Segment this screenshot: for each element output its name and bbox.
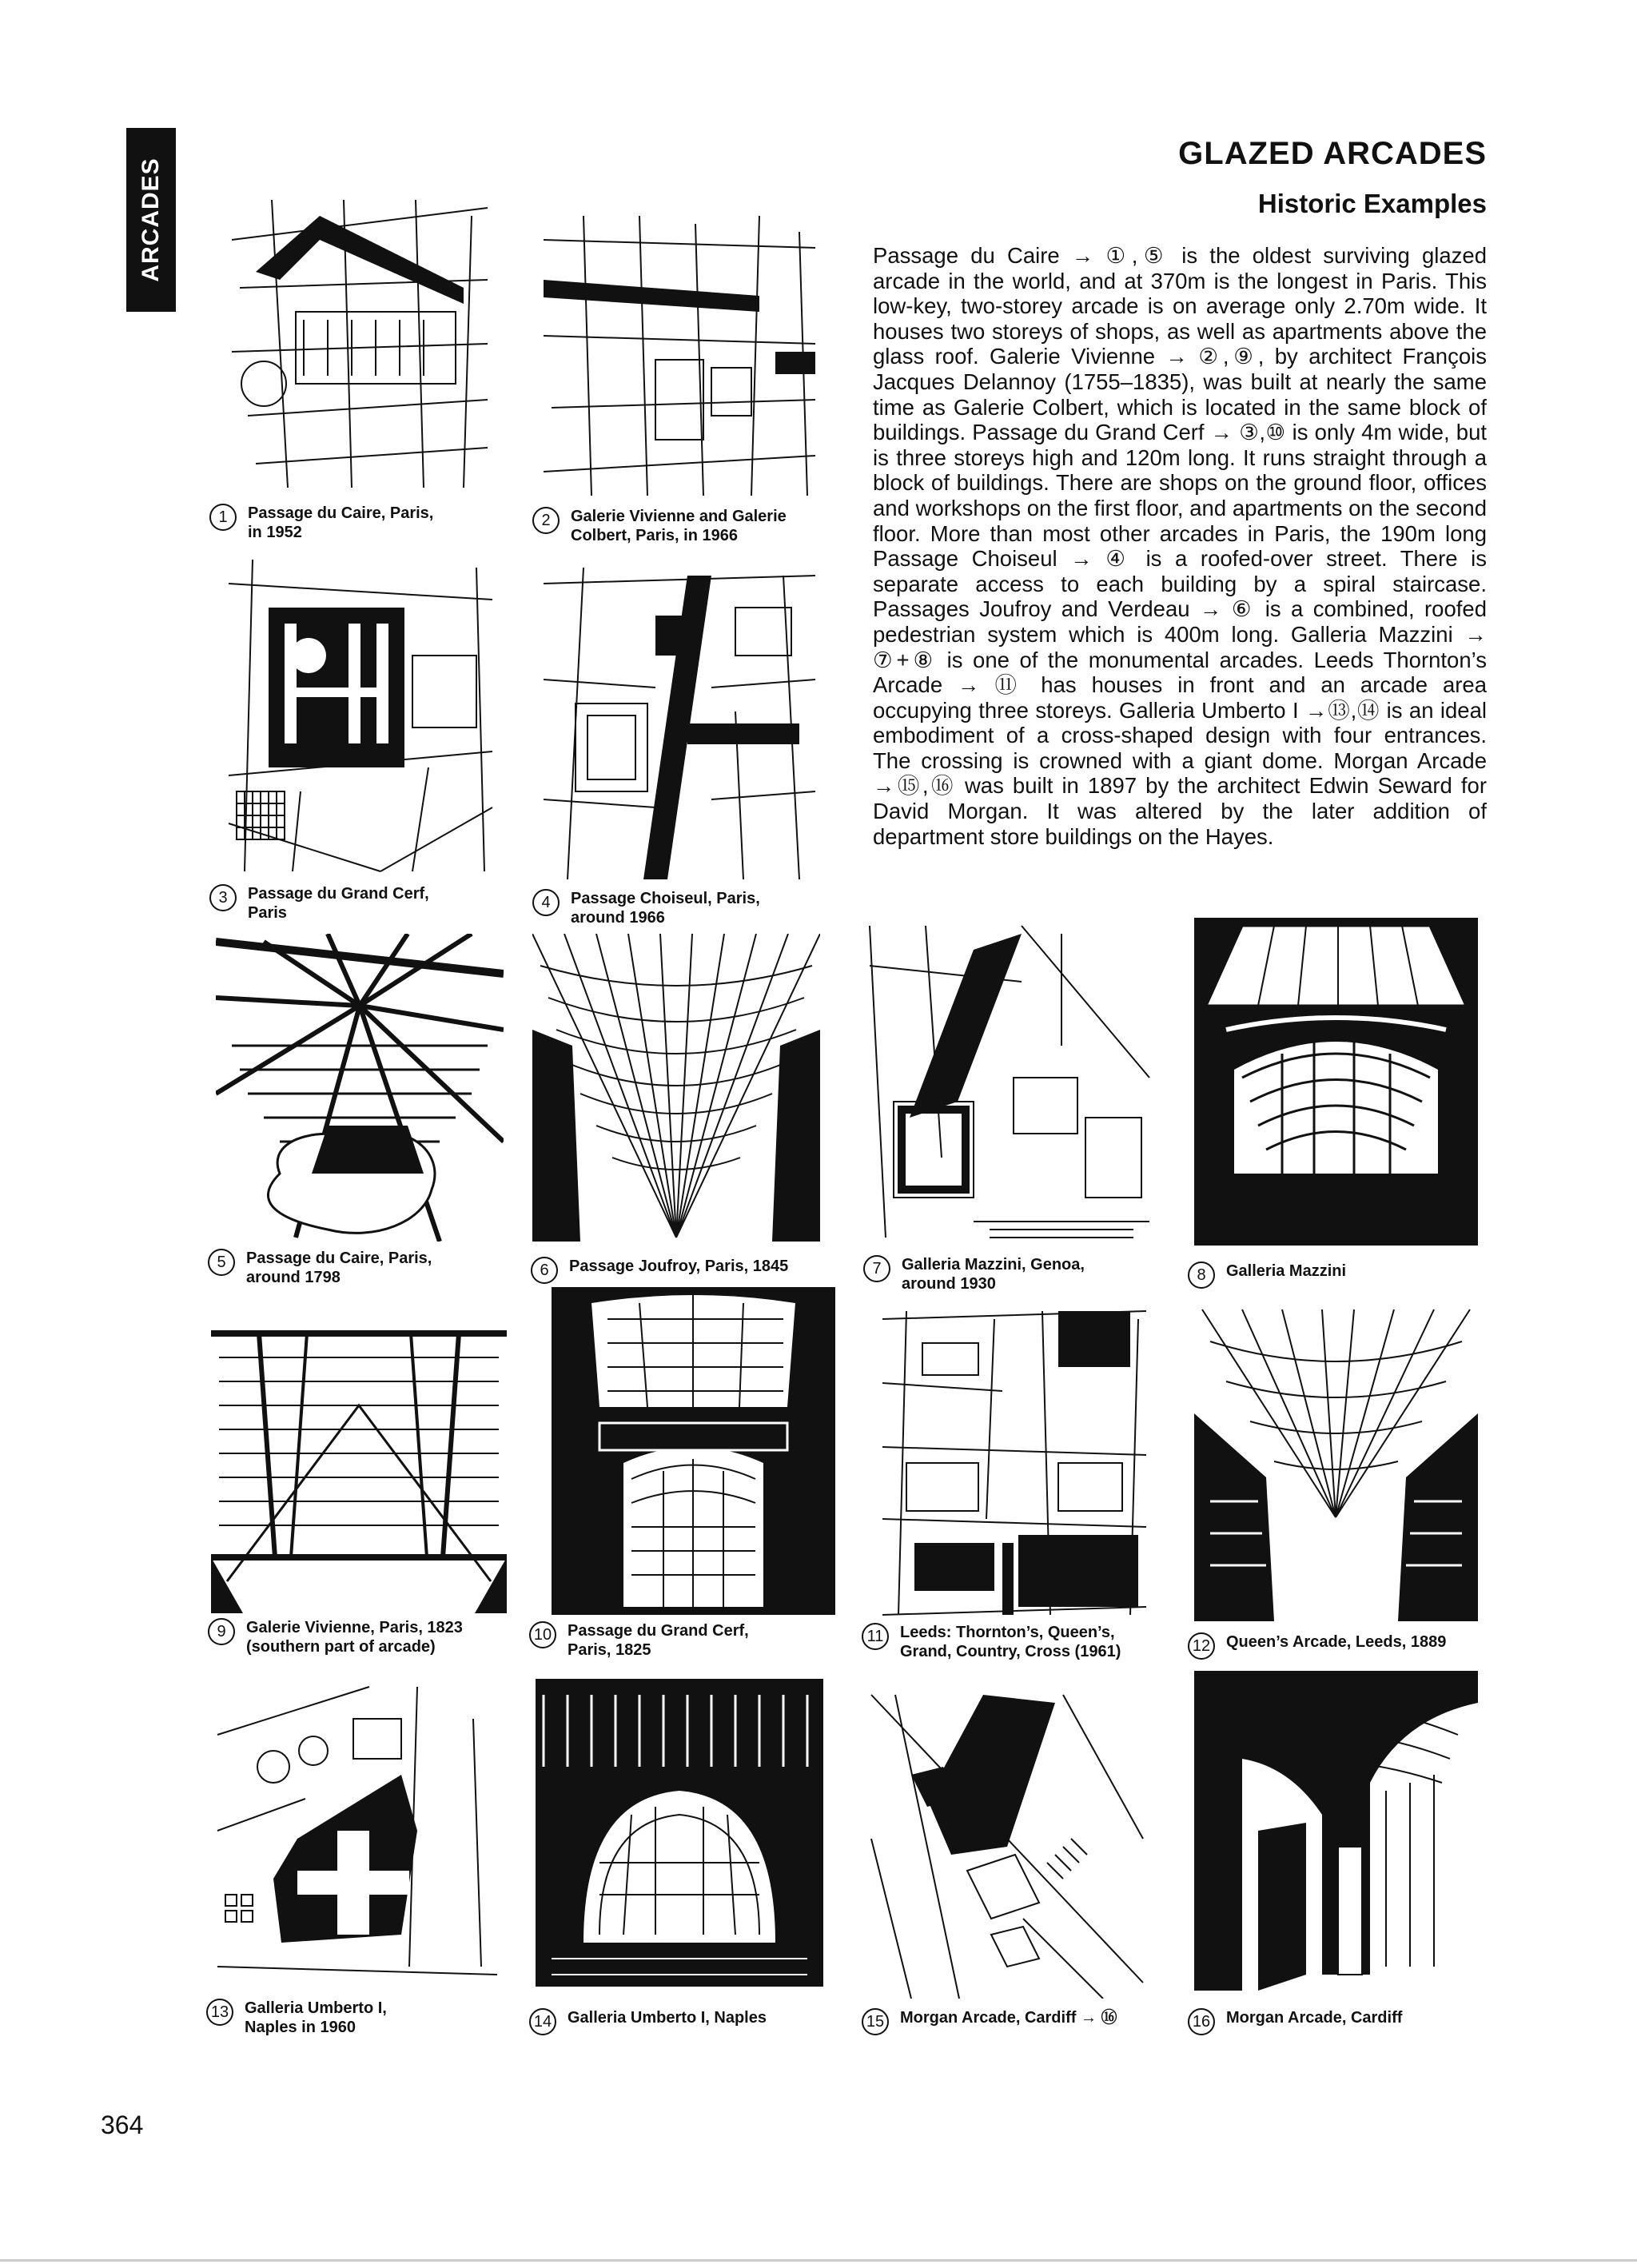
figure-number: 5 [208, 1249, 235, 1276]
caption-text: Galleria Umberto I, Naples [568, 2009, 767, 2027]
caption-text: Queen’s Arcade, Leeds, 1889 [1226, 1633, 1447, 1651]
figure-1-caption [209, 504, 433, 542]
figure-3-caption [209, 884, 429, 923]
figure-6-arcade-interior [532, 934, 820, 1242]
figure-11-site-plan [874, 1303, 1154, 1619]
figure-4-site-plan [536, 560, 823, 883]
caption-text: Passage Joufroy, Paris, 1845 [569, 1258, 789, 1275]
figure-9-roof-view [211, 1317, 507, 1613]
figure-11-caption [862, 1623, 1121, 1661]
figure-number: 1 [209, 504, 237, 531]
figure-12-caption [1188, 1632, 1446, 1660]
figure-9-caption [208, 1618, 463, 1656]
figure-number: 16 [1188, 2008, 1215, 2035]
figure-4-caption [532, 889, 760, 927]
figure-8-dome-view [1194, 918, 1478, 1246]
caption-text: Passage du Grand Cerf, Paris [248, 885, 429, 922]
figure-14-caption [529, 2008, 767, 2035]
section-tab-label: ARCADES [137, 157, 164, 282]
figure-13-caption [206, 1999, 387, 2037]
page-title: GLAZED ARCADES [1178, 136, 1487, 171]
caption-text: Passage du Caire, Paris, around 1798 [246, 1250, 432, 1286]
page-subtitle: Historic Examples [1257, 189, 1487, 218]
caption-text: Passage Choiseul, Paris, around 1966 [571, 890, 760, 927]
caption-text: Galleria Mazzini, Genoa, around 1930 [902, 1256, 1085, 1293]
figure-5-roof-view [216, 934, 504, 1242]
figure-12-arcade-interior [1194, 1293, 1478, 1621]
section-tab [126, 128, 176, 312]
figure-10-caption [529, 1621, 749, 1660]
caption-text: Leeds: Thornton’s, Queen’s, Grand, Country, Cross (1961) [900, 1624, 1121, 1660]
figure-number: 10 [529, 1621, 556, 1648]
caption-text: Galerie Vivienne, Paris, 1823 (southern part of arcade) [246, 1619, 463, 1656]
figure-14-arcade-interior [536, 1679, 823, 1987]
figure-number: 2 [532, 507, 560, 534]
caption-text: Morgan Arcade, Cardiff [1226, 2009, 1403, 2027]
body-text: Passage du Caire → ①,⑤ is the oldest surviving glazed arcade in the world, and at 370m is the longest in Paris. This low-key, two-storey arcade is on average only 2.70m wide. It houses two storeys of shops, as well as apartments above the glass roof. Galerie Vivienne → ②,⑨, by architect François Jacques Delannoy (1755–1835), was built at nearly the same time as Galerie Colbert, which is located in the same block of buildings. Passage du Grand Cerf → ③,⑩ is only 4m wide, but is three storeys high and 120m long. It runs straight through a block of buildings. There are shops on the ground floor, offices and workshops on the first floor, and apartments on the second floor. More than most other arcades in Paris, the 190m long Passage Choiseul → ④ is a roofed-over street. There is separate access to each building by a spiral staircase. Passages Joufroy and Verdeau → ⑥ is a combined, roofed pedestrian system which is 400m long. Galleria Mazzini → ⑦+⑧ is one of the monumental arcades. Leeds Thornton’s Arcade → ⑪ has houses in front and an arcade area occupying three storeys. Galleria Umberto I →⑬,⑭ is an ideal embodiment of a cross-shaped design with four entrances. The crossing is crowned with a giant dome. Morgan Arcade →⑮,⑯ was built in 1897 by the architect Edwin Seward for David Morgan. It was altered by the later addition of department store buildings on the Hayes. [873, 243, 1487, 849]
page-number: 364 [101, 2111, 144, 2139]
figure-number: 7 [863, 1255, 890, 1282]
figure-13-site-plan [209, 1671, 505, 1991]
figure-number: 9 [208, 1618, 235, 1645]
figure-5-caption [208, 1249, 432, 1287]
figure-7-site-plan [862, 918, 1153, 1246]
figure-number: 3 [209, 884, 237, 911]
figure-7-caption [863, 1255, 1085, 1293]
caption-text: Morgan Arcade, Cardiff → ⑯ [900, 2009, 1117, 2027]
figure-number: 11 [862, 1623, 889, 1650]
figure-number: 12 [1188, 1632, 1215, 1660]
figure-10-arcade-interior [552, 1287, 835, 1615]
figure-number: 14 [529, 2008, 556, 2035]
figure-2-caption [532, 507, 787, 545]
figure-1-site-plan [224, 192, 496, 496]
figure-16-arcade-interior [1194, 1671, 1478, 1999]
figure-15-caption [862, 2008, 1117, 2035]
scan-edge [0, 2259, 1637, 2262]
caption-text: Galerie Vivienne and Galerie Colbert, Paris, in 1966 [571, 508, 787, 544]
figure-8-caption [1188, 1262, 1346, 1289]
figure-16-caption [1188, 2008, 1402, 2035]
figure-15-site-plan [863, 1679, 1151, 1999]
caption-text: Passage du Caire, Paris, in 1952 [248, 504, 434, 541]
figure-2-site-plan [536, 208, 823, 504]
figure-6-caption [531, 1257, 788, 1284]
figure-number: 6 [531, 1257, 558, 1284]
figure-number: 15 [862, 2008, 889, 2035]
caption-text: Passage du Grand Cerf, Paris, 1825 [568, 1622, 749, 1659]
caption-text: Galleria Mazzini [1226, 1262, 1347, 1280]
caption-text: Galleria Umberto I, Naples in 1960 [245, 1999, 387, 2036]
figure-number: 13 [206, 1999, 233, 2026]
figure-3-site-plan [221, 552, 500, 875]
figure-number: 4 [532, 889, 560, 916]
figure-number: 8 [1188, 1262, 1215, 1289]
